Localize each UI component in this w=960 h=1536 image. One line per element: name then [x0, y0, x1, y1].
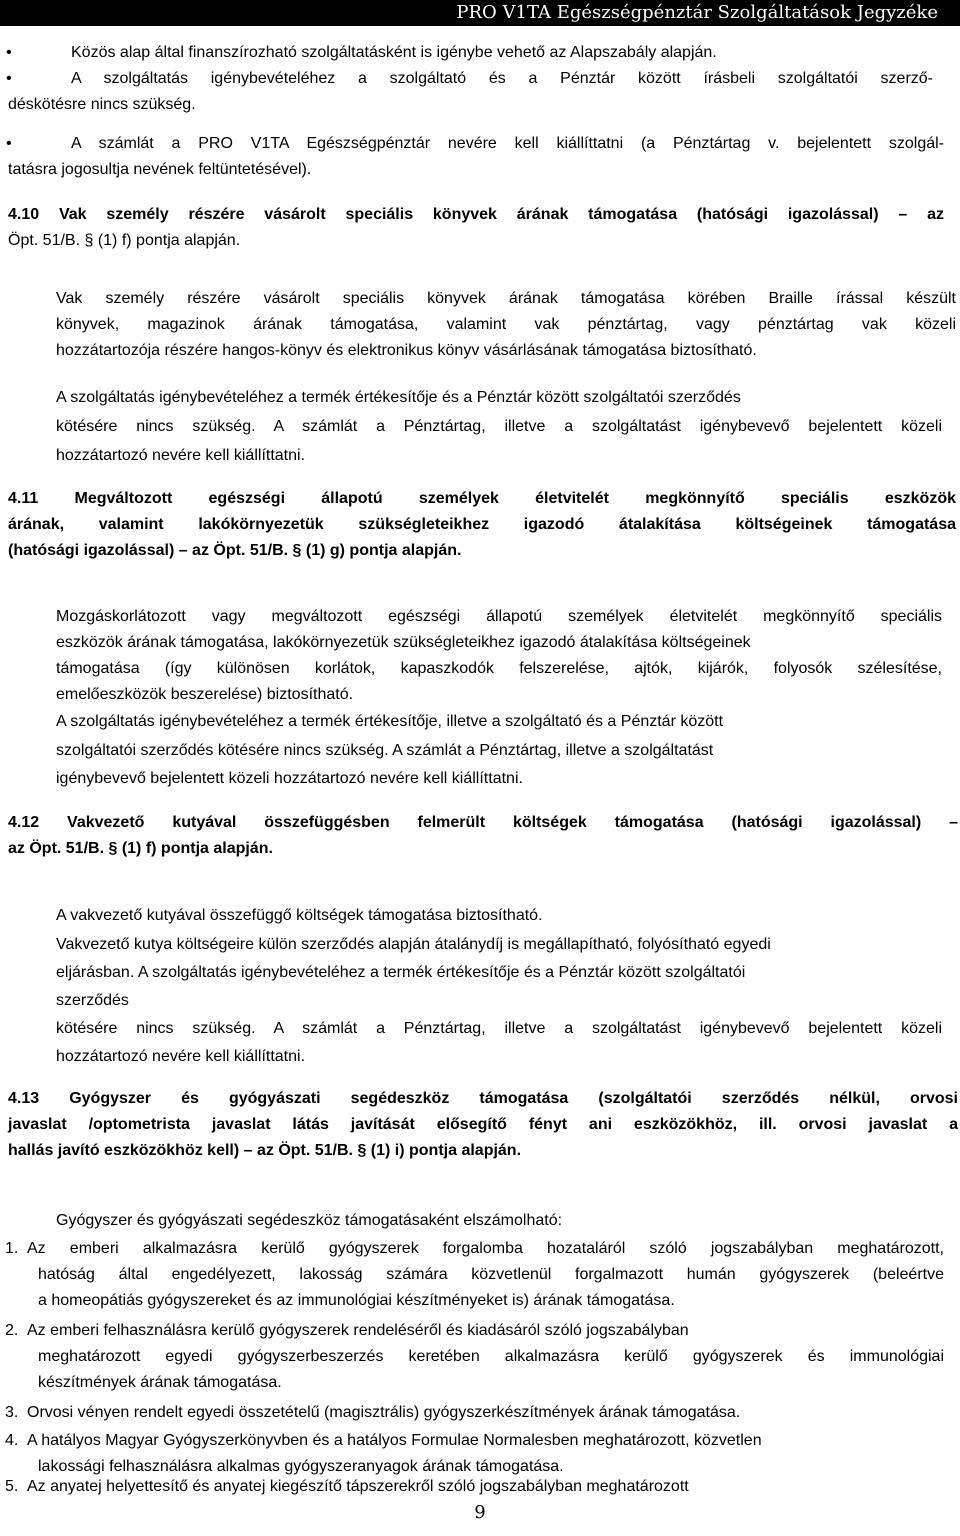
list-item-1-line-1: Az emberi alkalmazásra kerülő gyógyszerek forgalomba hozataláról szóló jogszabályban meghatározott,	[27, 1240, 944, 1257]
section-4-12-heading-line-2: az Öpt. 51/B. § (1) f) pontja alapján.	[8, 840, 273, 857]
list-item-5-line-1: Az anyatej helyettesítő és anyatej kiegészítő tápszerekről szóló jogszabályban meghatározott	[27, 1478, 689, 1495]
section-4-12-p1-line-2: Vakvezető kutya költségeire külön szerződés alapján átalánydíj is megállapítható, folyósítható egyedi	[56, 936, 771, 953]
section-4-13-intro: Gyógyszer és gyógyászati segédeszköz támogatásaként elszámolható:	[56, 1212, 563, 1229]
section-4-11-heading-line-1: 4.11 Megváltozott egészségi állapotú személyek életvitelét megkönnyítő speciális eszközök	[8, 490, 956, 507]
section-4-13-heading-line-1: 4.13 Gyógyszer és gyógyászati segédeszköz támogatása (szolgáltatói szerződés nélkül, orvosi	[8, 1090, 958, 1107]
list-item-1-line-2: hatóság által engedélyezett, lakosság számára közvetlenül forgalmazott humán gyógyszerek (beleértve	[38, 1266, 944, 1283]
section-4-12-p1-line-1: A vakvezető kutyával összefüggő költségek támogatása biztosítható.	[56, 907, 543, 924]
list-item-2-number: 2.	[5, 1322, 19, 1339]
list-item-1-number: 1.	[5, 1240, 19, 1257]
list-item-5-number: 5.	[5, 1478, 19, 1495]
section-4-11-p1-line-2: eszközök árának támogatása, lakókörnyezetük szükségleteikhez igazodó átalakítása költségeinek	[56, 634, 751, 651]
list-item-4-line-1: A hatályos Magyar Gyógyszerkönyvben és a hatályos Formulae Normalesben meghatározott, közvetlen	[27, 1432, 762, 1449]
section-4-11-p1-line-4: emelőeszközök beszerelése) biztosítható.	[56, 686, 354, 703]
list-item-4-line-2: lakossági felhasználásra alkalmas gyógyszeranyagok árának támogatása.	[38, 1458, 564, 1475]
section-4-10-p2-line-3: hozzátartozó nevére kell kiállíttatni.	[56, 447, 306, 464]
section-4-10-heading-line-1: 4.10 Vak személy részére vásárolt speciális könyvek árának támogatása (hatósági igazolással) – az	[8, 206, 944, 223]
bullet-dot: •	[6, 44, 12, 61]
list-item-2-line-3: készítmények árának támogatása.	[38, 1374, 282, 1391]
section-4-11-p2-line-2: szolgáltatói szerződés kötésére nincs szükség. A számlát a Pénztártag, illetve a szolgáltatást	[56, 742, 714, 759]
list-item-4-number: 4.	[5, 1432, 19, 1449]
list-item-2-line-2: meghatározott egyedi gyógyszerbeszerzés keretében alkalmazásra kerülő gyógyszerek és immunológiai	[38, 1348, 944, 1365]
running-header: PRO V1TA Egészségpénztár Szolgáltatások Jegyzéke	[0, 0, 960, 26]
page-number: 9	[474, 1502, 486, 1523]
section-4-11-heading-line-3: (hatósági igazolással) – az Öpt. 51/B. § (1) g) pontja alapján.	[8, 542, 462, 559]
section-4-11-p2-line-3: igénybevevő bejelentett közeli hozzátartozó nevére kell kiállíttatni.	[56, 770, 523, 787]
bullet-3-line-1: A számlát a PRO V1TA Egészségpénztár nevére kell kiállíttatni (a Pénztártag v. bejelentett szolgál-	[71, 135, 944, 152]
section-4-10-p1-line-2: könyvek, magazinok árának támogatása, valamint vak pénztártag, vagy pénztártag vak közeli	[56, 316, 956, 333]
section-4-12-p1-line-3: eljárásban. A szolgáltatás igénybevételéhez a termék értékesítője és a Pénztár között szolgáltatói	[56, 964, 746, 981]
bullet-1-line-1: Közös alap által finanszírozható szolgáltatásként is igénybe vehető az Alapszabály alapján.	[71, 44, 717, 61]
section-4-12-p1-line-4: szerződés	[56, 992, 129, 1009]
list-item-3-line-1: Orvosi vényen rendelt egyedi összetételű (magisztrális) gyógyszerkészítmények árának támogatása.	[27, 1404, 741, 1421]
list-item-3-number: 3.	[5, 1404, 19, 1421]
section-4-10-p1-line-3: hozzátartozója részére hangos-könyv és elektronikus könyv vásárlásának támogatása biztosítható.	[56, 342, 757, 359]
section-4-13-heading-line-2: javaslat /optometrista javaslat látás javítását elősegítő fényt ani eszközökhöz, ill. orvosi javaslat a	[8, 1116, 958, 1133]
section-4-11-p1-line-1: Mozgáskorlátozott vagy megváltozott egészségi állapotú személyek életvitelét megkönnyítő speciális	[56, 608, 942, 625]
section-4-11-heading-line-2: árának, valamint lakókörnyezetük szükségleteikhez igazodó átalakítása költségeinek támogatása	[8, 516, 956, 533]
section-4-12-heading-line-1: 4.12 Vakvezető kutyával összefüggésben felmerült költségek támogatása (hatósági igazolással) –	[8, 814, 958, 831]
section-4-11-p2-line-1: A szolgáltatás igénybevételéhez a termék értékesítője, illetve a szolgáltató és a Pénztár között	[56, 713, 724, 730]
section-4-10-heading-line-2: Öpt. 51/B. § (1) f) pontja alapján.	[8, 232, 241, 249]
bullet-dot: •	[6, 135, 12, 152]
bullet-3-line-2: tatásra jogosultja nevének feltüntetésével).	[8, 161, 312, 178]
section-4-10-p2-line-2: kötésére nincs szükség. A számlát a Pénztártag, illetve a szolgáltatást igénybevevő bejelentett közeli	[56, 418, 942, 435]
bullet-2-line-2: déskötésre nincs szükség.	[8, 96, 196, 113]
section-4-11-p1-line-3: támogatása (így különösen korlátok, kapaszkodók felszerelése, ajtók, kijárók, folyosók szélesítése,	[56, 660, 942, 677]
section-4-10-p2-line-1: A szolgáltatás igénybevételéhez a termék értékesítője és a Pénztár között szolgáltatói szerződés	[56, 389, 741, 406]
list-item-2-line-1: Az emberi felhasználásra kerülő gyógyszerek rendeléséről és kiadásáról szóló jogszabályban	[27, 1322, 689, 1339]
section-4-12-p1-line-5: kötésére nincs szükség. A számlát a Pénztártag, illetve a szolgáltatást igénybevevő bejelentett közeli	[56, 1020, 942, 1037]
section-4-10-p1-line-1: Vak személy részére vásárolt speciális könyvek árának támogatása körében Braille írással készült	[56, 290, 956, 307]
bullet-2-line-1: A szolgáltatás igénybevételéhez a szolgáltató és a Pénztár között írásbeli szolgáltatói szerző-	[71, 70, 933, 87]
section-4-12-p1-line-6: hozzátartozó nevére kell kiállíttatni.	[56, 1048, 306, 1065]
list-item-1-line-3: a homeopátiás gyógyszereket és az immunológiai készítményeket is) árának támogatása.	[38, 1292, 675, 1309]
bullet-dot: •	[6, 70, 12, 87]
section-4-13-heading-line-3: hallás javító eszközökhöz kell) – az Öpt. 51/B. § (1) i) pontja alapján.	[8, 1142, 522, 1159]
